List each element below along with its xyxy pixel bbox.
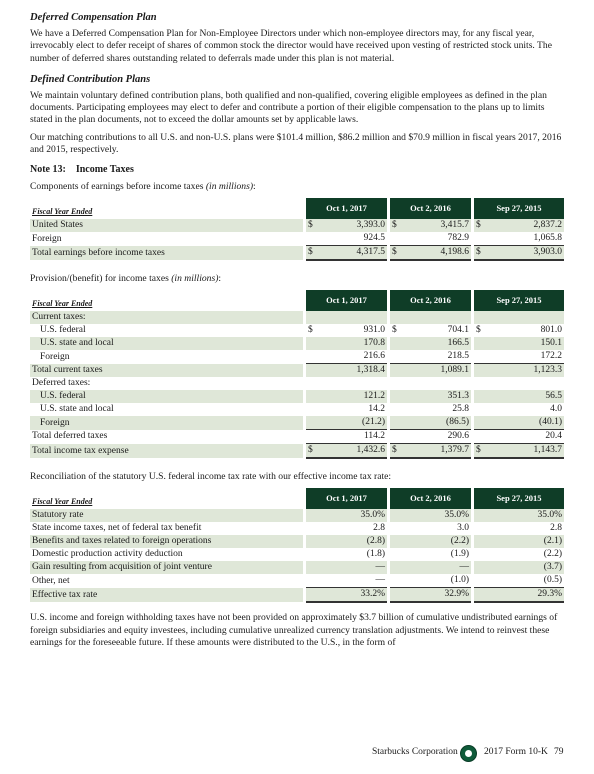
fiscal-year-ended-label: Fiscal Year Ended xyxy=(32,497,93,507)
col-header-2017: Oct 1, 2017 xyxy=(306,198,387,219)
col-header-2015: Sep 27, 2015 xyxy=(474,290,564,311)
table-row: Other, net — (1.0) (0.5) xyxy=(30,574,564,588)
table-row: U.S. federal $ 931.0 $ 704.1 $ 801.0 xyxy=(40,325,562,336)
table-row: State income taxes, net of federal tax benefit 2.8 3.0 2.8 xyxy=(32,523,562,534)
table-row-subtotal: Total deferred taxes 114.2 290.6 20.4 xyxy=(30,430,564,444)
table-row-total: Total earnings before income taxes $ 4,317.5 $ 4,198.6 $ 3,903.0 xyxy=(30,246,564,261)
deferred-comp-heading: Deferred Compensation Plan xyxy=(30,12,157,23)
table-row: U.S. federal 121.2 351.3 56.5 xyxy=(30,390,564,403)
footer-form: 2017 Form 10-K xyxy=(484,747,548,757)
provision-caption: Provision/(benefit) for income taxes (in millions): xyxy=(30,273,222,285)
earnings-caption: Components of earnings before income taxes (in millions): xyxy=(30,181,256,193)
col-header-2016: Oct 2, 2016 xyxy=(390,488,471,509)
table-row: Foreign 216.6 218.5 172.2 xyxy=(30,350,564,364)
reconciliation-table xyxy=(30,488,564,603)
starbucks-siren-logo-icon xyxy=(460,745,477,762)
section-label-deferred: Deferred taxes: xyxy=(30,377,564,390)
table-row: U.S. state and local 170.8 166.5 150.1 xyxy=(30,337,564,350)
table-row: Foreign 924.5 782.9 1,065.8 xyxy=(30,232,564,246)
provision-table xyxy=(30,290,564,459)
defined-contrib-text-2: Our matching contributions to all U.S. and non-U.S. plans were $101.4 million, $86.2 million and $70.9 million in fiscal years 2017, 2016 and 2015, respectively. xyxy=(30,131,562,156)
col-header-2016: Oct 2, 2016 xyxy=(390,290,471,311)
document-page xyxy=(30,10,564,649)
table-row: Benefits and taxes related to foreign operations (2.8) (2.2) (2.1) xyxy=(32,536,562,547)
fiscal-year-ended-label: Fiscal Year Ended xyxy=(32,207,93,217)
table-row-total: Total income tax expense $ 1,432.6 $ 1,379.7 $ 1,143.7 xyxy=(30,444,564,459)
table-row: Statutory rate 35.0% 35.0% 35.0% xyxy=(32,510,562,521)
page-number: 79 xyxy=(554,747,564,757)
section-label-current: Current taxes: xyxy=(30,311,564,324)
defined-contrib-text-1: We maintain voluntary defined contribution plans, both qualified and non-qualified, covering eligible employees as defined in the plan documents. Participating employees may elect to defer and contribute a portion of their eligible compensation to the plans up to limits stated in the plan documents, not to exceed the dollar amounts set by applicable laws. xyxy=(30,89,547,126)
table-row-subtotal: Total current taxes 1,318.4 1,089.1 1,123.3 xyxy=(32,365,562,376)
footer-company: Starbucks Corporation xyxy=(372,747,458,757)
closing-paragraph: U.S. income and foreign withholding taxes have not been provided on approximately $3.7 billion of cumulative undistributed earnings of foreign subsidiaries and equity investees, including cumulative unrealized currency translation adjustments. We intend to reinvest these earnings for the foreseeable future. If these amounts were distributed to the U.S., in the form of xyxy=(30,612,558,648)
reconciliation-caption: Reconciliation of the statutory U.S. federal income tax rate with our effective income tax rate: xyxy=(30,471,392,483)
col-header-2016: Oct 2, 2016 xyxy=(390,198,471,219)
table-row-total: Effective tax rate 33.2% 32.9% 29.3% xyxy=(30,588,564,603)
table-row: U.S. state and local 14.2 25.8 4.0 xyxy=(40,404,562,415)
col-header-2015: Sep 27, 2015 xyxy=(474,488,564,509)
col-header-2015: Sep 27, 2015 xyxy=(474,198,564,219)
col-header-2017: Oct 1, 2017 xyxy=(306,290,387,311)
table-row: Foreign (21.2) (86.5) (40.1) xyxy=(30,416,564,430)
note-number: Note 13: xyxy=(30,164,66,176)
deferred-comp-text: We have a Deferred Compensation Plan for Non-Employee Directors under which non-employee directors may, for any fiscal year, irrevocably elect to defer receipt of shares of common stock the director would have received upon vesting of restricted stock units. The number of deferred shares outstanding related to deferrals made under this plan is not material. xyxy=(30,28,552,64)
col-header-2017: Oct 1, 2017 xyxy=(306,488,387,509)
earnings-table xyxy=(30,198,564,261)
table-row: United States $ 3,393.0 $ 3,415.7 $ 2,837.2 xyxy=(32,220,562,231)
fiscal-year-ended-label: Fiscal Year Ended xyxy=(32,299,93,309)
table-row: Gain resulting from acquisition of joint venture — — (3.7) xyxy=(32,562,562,573)
defined-contrib-heading: Defined Contribution Plans xyxy=(30,73,151,85)
note-title xyxy=(30,164,564,175)
note-name: Income Taxes xyxy=(75,164,134,176)
table-row: Domestic production activity deduction (1.8) (1.9) (2.2) xyxy=(32,549,562,560)
